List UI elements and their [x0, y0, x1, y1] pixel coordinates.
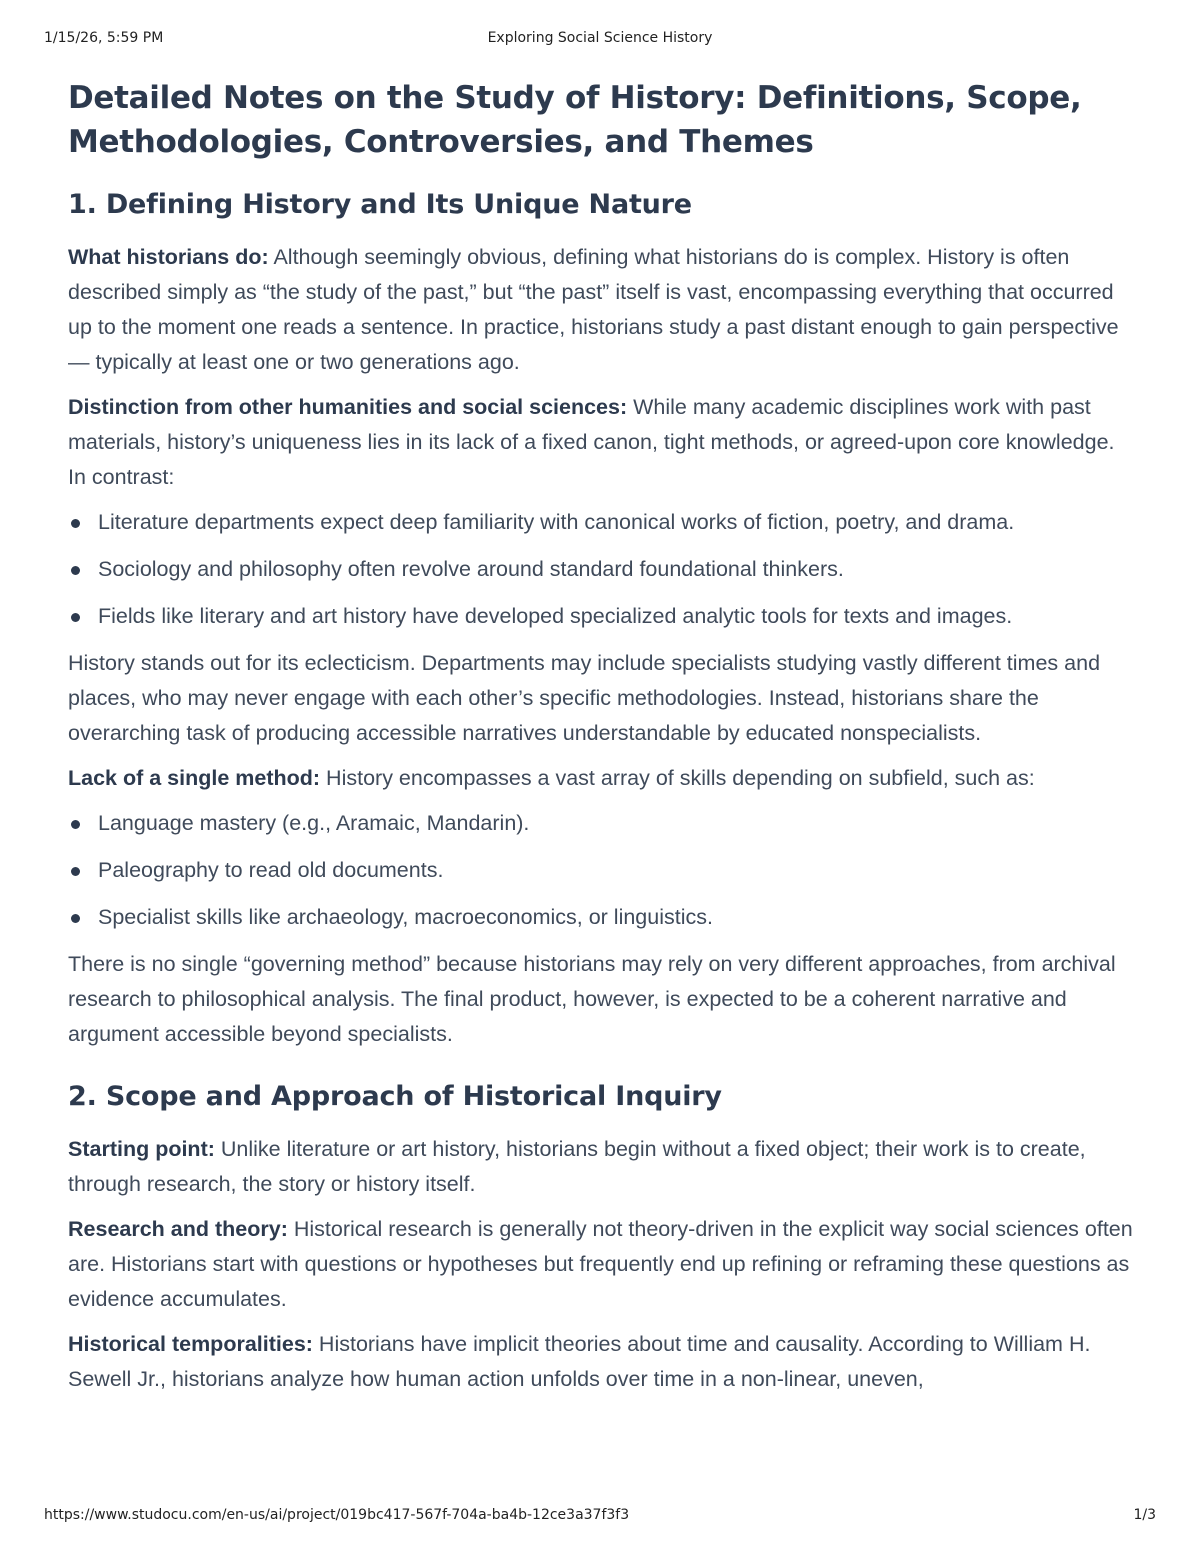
- paragraph-label: Lack of a single method:: [68, 766, 321, 790]
- list-item: [68, 900, 1138, 935]
- list-item: [68, 853, 1138, 888]
- paragraph-text: While many academic disciplines work with past materials, history’s uniqueness lies in its lack of a fixed canon, tight methods, or agreed-upon core knowledge. In contrast:: [68, 395, 1115, 489]
- bullet-icon: [71, 613, 80, 622]
- bullet-icon: [71, 867, 80, 876]
- document-body: [68, 76, 1138, 1407]
- paragraph-research-theory: [68, 1212, 1138, 1317]
- paragraph-text: Historians have implicit theories about time and causality. According to William H. Sewell Jr., historians analyze how human action unfolds over time in a non-linear, uneven,: [68, 1332, 1091, 1391]
- print-datetime: 1/15/26, 5:59 PM: [44, 30, 164, 46]
- paragraph-label: Historical temporalities:: [68, 1332, 313, 1356]
- list-item: [68, 599, 1138, 634]
- list-item-text: Language mastery (e.g., Aramaic, Mandarin).: [98, 811, 530, 835]
- paragraph-label: Starting point:: [68, 1137, 215, 1161]
- bullet-icon: [71, 820, 80, 829]
- paragraph-governing-method: There is no single “governing method” because historians may rely on very different approaches, from archival research to philosophical analysis. The final product, however, is expected to be a coherent narrative and argument accessible beyond specialists.: [68, 952, 1116, 1046]
- disciplines-list: [68, 505, 1138, 634]
- list-item: [68, 552, 1138, 587]
- section-1-heading: 1. Defining History and Its Unique Nature: [68, 189, 692, 220]
- print-page-number: 1/3: [1133, 1507, 1156, 1523]
- paragraph-single-method: [68, 761, 1138, 796]
- paragraph-starting-point: [68, 1132, 1138, 1202]
- skills-list: [68, 806, 1138, 935]
- paragraph-what-historians-do: [68, 240, 1138, 380]
- list-item-text: Sociology and philosophy often revolve around standard foundational thinkers.: [98, 557, 844, 581]
- bullet-icon: [71, 914, 80, 923]
- paragraph-text: Although seemingly obvious, defining what historians do is complex. History is often described simply as “the study of the past,” but “the past” itself is vast, encompassing everything that occurred up to the moment one reads a sentence. In practice, historians study a past distant enough to gain perspective — typically at least one or two generations ago.: [68, 245, 1119, 374]
- paragraph-text: Unlike literature or art history, historians begin without a fixed object; their work is to create, through research, the story or history itself.: [68, 1137, 1086, 1196]
- list-item: [68, 806, 1138, 841]
- print-url[interactable]: https://www.studocu.com/en-us/ai/project/019bc417-567f-704a-ba4b-12ce3a37f3f3: [44, 1507, 630, 1523]
- paragraph-temporalities: [68, 1327, 1138, 1397]
- list-item-text: Fields like literary and art history have developed specialized analytic tools for texts and images.: [98, 604, 1013, 628]
- paragraph-label: What historians do:: [68, 245, 269, 269]
- paragraph-text: History encompasses a vast array of skills depending on subfield, such as:: [320, 766, 1035, 790]
- bullet-icon: [71, 519, 80, 528]
- list-item-text: Literature departments expect deep familiarity with canonical works of fiction, poetry, and drama.: [98, 510, 1015, 534]
- paragraph-text: Historical research is generally not theory-driven in the explicit way social sciences often are. Historians start with questions or hypotheses but frequently end up refining or reframing these questions as evidence accumulates.: [68, 1217, 1133, 1311]
- bullet-icon: [71, 566, 80, 575]
- list-item-text: Specialist skills like archaeology, macroeconomics, or linguistics.: [98, 905, 713, 929]
- paragraph-label: Distinction from other humanities and social sciences:: [68, 395, 628, 419]
- paragraph-label: Research and theory:: [68, 1217, 288, 1241]
- paragraph-distinction: [68, 390, 1138, 495]
- section-2-heading: 2. Scope and Approach of Historical Inquiry: [68, 1081, 722, 1112]
- list-item: [68, 505, 1138, 540]
- paragraph-eclecticism: History stands out for its eclecticism. Departments may include specialists studying vastly different times and places, who may never engage with each other’s specific methodologies. Instead, historians share the overarching task of producing accessible narratives understandable by educated nonspecialists.: [68, 651, 1101, 745]
- document-title: Detailed Notes on the Study of History: Definitions, Scope, Methodologies, Controversies, and Themes: [68, 80, 1082, 160]
- print-page-title: Exploring Social Science History: [487, 30, 713, 46]
- list-item-text: Paleography to read old documents.: [98, 858, 444, 882]
